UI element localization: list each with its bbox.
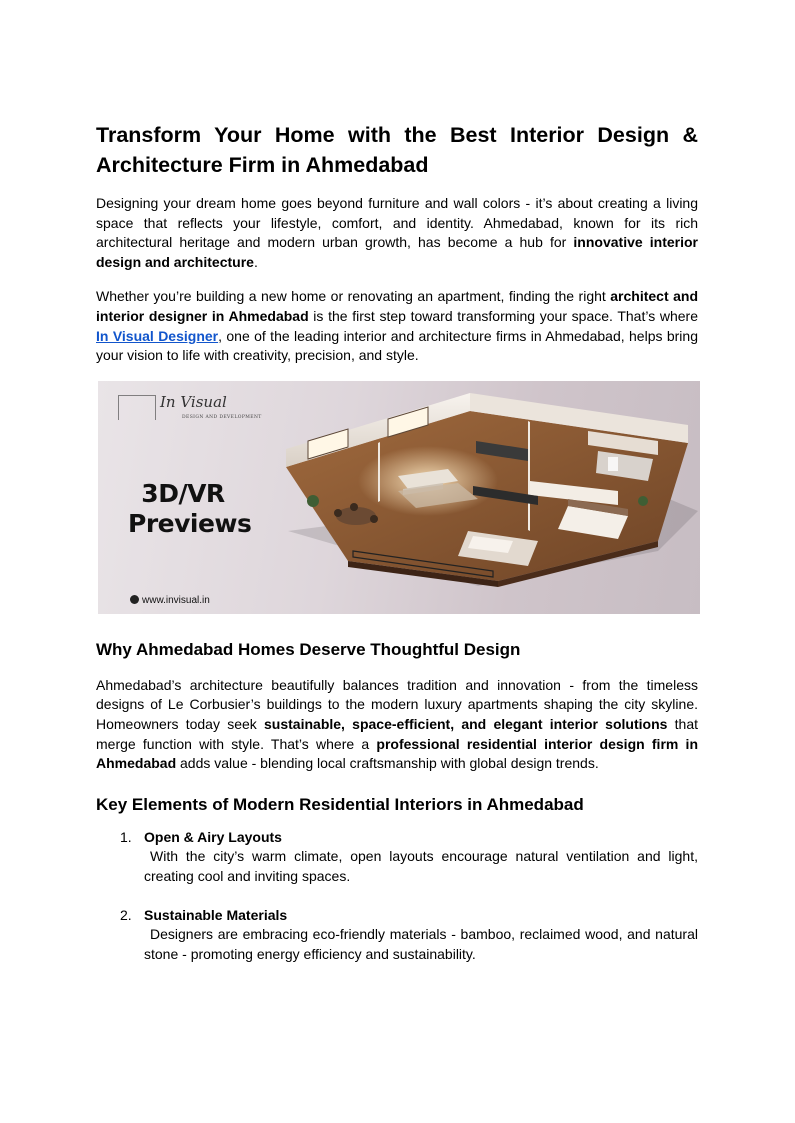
headline-line-1: 3D/VR xyxy=(141,478,225,508)
intro-bold-1: innovative interior design and architecture xyxy=(96,234,698,270)
para2-bold-1: architect and interior designer in Ahmedabad xyxy=(96,288,698,324)
list-item-title: Open & Airy Layouts xyxy=(144,828,282,845)
list-item-description: Designers are embracing eco-friendly materials - bamboo, reclaimed wood, and natural stone - promoting energy efficiency and sustainability. xyxy=(144,926,698,962)
key-elements-list xyxy=(96,828,698,965)
website-tag xyxy=(130,595,210,606)
intro-text-1: Designing your dream home goes beyond furniture and wall colors - it’s about creating a living space that reflects your lifestyle, comfort, and identity. Ahmedabad, known for its rich architectural heritage and modern urban growth, has become a hub for xyxy=(96,195,698,251)
section1-paragraph xyxy=(96,676,698,774)
list-item-title: Sustainable Materials xyxy=(144,906,288,923)
document-page xyxy=(96,120,698,964)
list-item xyxy=(96,906,698,965)
section-heading-key-elements: Key Elements of Modern Residential Interiors in Ahmedabad xyxy=(96,794,584,814)
list-item-number: 2. xyxy=(120,906,132,923)
s1-bold-1: sustainable, space-efficient, and elegant interior solutions xyxy=(264,715,668,732)
para2-text-2: is the first step toward transforming your space. That’s where xyxy=(308,307,698,324)
website-url: www.invisual.in xyxy=(142,594,210,606)
para2-text-1: Whether you’re building a new home or renovating an apartment, finding the right xyxy=(96,288,611,305)
in-visual-designer-link[interactable]: In Visual Designer xyxy=(96,327,219,344)
hero-image-3d-floorplan xyxy=(98,381,700,614)
section-heading-why-ahmedabad: Why Ahmedabad Homes Deserve Thoughtful Design xyxy=(96,639,521,659)
globe-icon xyxy=(130,595,139,604)
page-title: Transform Your Home with the Best Interior Design & Architecture Firm in Ahmedabad xyxy=(96,123,698,177)
intro-paragraph xyxy=(96,194,698,272)
brand-script: In Visual xyxy=(160,392,227,411)
intro-text-2: . xyxy=(253,253,258,270)
brand-subtitle: DESIGN AND DEVELOPMENT xyxy=(182,414,262,420)
s1-bold-2: professional residential interior design firm in Ahmedabad xyxy=(96,735,699,772)
hero-headline xyxy=(128,478,252,539)
list-item-description: With the city’s warm climate, open layouts encourage natural ventilation and light, creating cool and inviting spaces. xyxy=(144,848,698,884)
second-paragraph xyxy=(96,287,698,365)
building-logo-icon xyxy=(118,395,156,420)
brand-logo xyxy=(118,393,268,425)
s1-text-2: that merge function with style. That’s where a xyxy=(96,715,698,752)
para2-text-3: , one of the leading interior and architecture firms in Ahmedabad, helps bring your vision to life with creativity, precision, and style. xyxy=(96,327,698,364)
list-item-number: 1. xyxy=(120,828,132,845)
s1-text-1: Ahmedabad’s architecture beautifully balances tradition and innovation - from the timeless designs of Le Corbusier’s buildings to the modern luxury apartments shaping the city skyline. Homeowners today seek xyxy=(96,676,698,732)
s1-text-3: adds value - blending local craftsmanship with global design trends. xyxy=(176,755,599,772)
list-item xyxy=(96,828,698,887)
headline-line-2: Previews xyxy=(128,508,252,538)
